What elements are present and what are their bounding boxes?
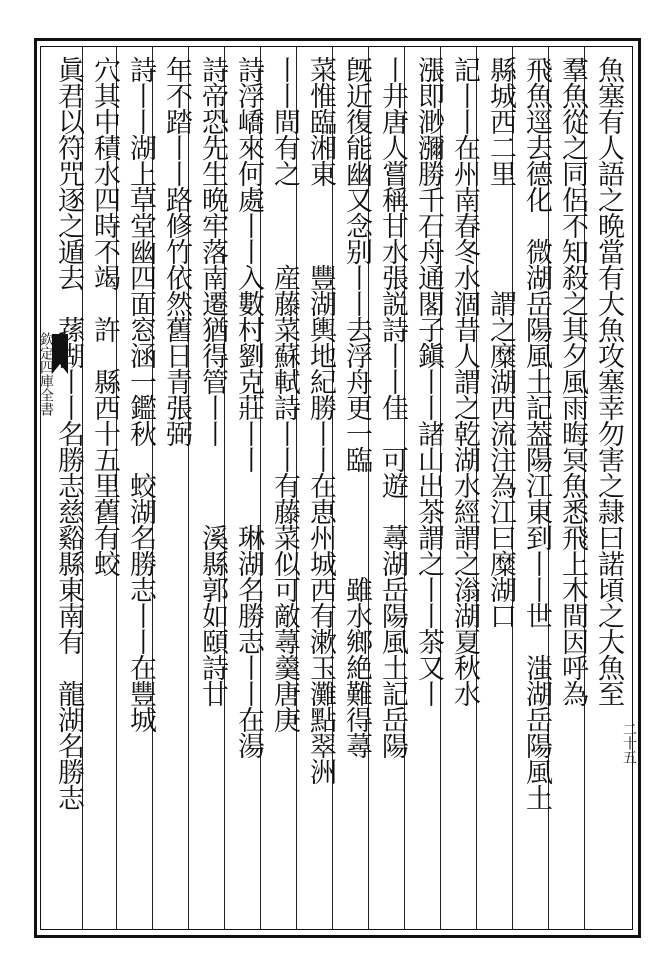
page-number: 二十五: [621, 722, 637, 764]
text-column-10: 丨丨間有之 産藤菜蘇軾詩丨丨有藤菜似可敵蕁羹唐庚: [269, 56, 300, 732]
text-column-1: 魚塞有人語之晩當有大魚攻塞幸勿害之隷曰諾頃之大魚至: [593, 56, 624, 706]
text-column-5: 記丨丨在州南春冬水涸昔人謂之乾湖水經謂之滃湖夏秋水: [449, 56, 480, 706]
text-column-11: 詩浮嶠來何處丨丨入數村劉克莊丨丨 琳湖名勝志丨丨在湯: [233, 56, 264, 758]
text-column-9: 菜惟臨湘東 豐湖輿地紀勝丨丨在恵州城西有漱玉灘點翠洲: [305, 56, 336, 784]
text-column-13: 年不踏丨丨路修竹依然舊日青張弼: [161, 56, 192, 576]
adjacent-page-strip: [0, 0, 34, 970]
text-column-6: 漲即渺瀰勝千石舟通閣子鎭丨丨諸山出茶謂之丨丨茶又丨: [413, 56, 444, 706]
running-title: 欽定四庫全書: [38, 332, 54, 416]
text-column-2: 羣魚從之同侶不知殺之其夕風雨晦冥魚悉飛上木間因呼為: [557, 56, 588, 706]
text-column-15: 穴其中積水四時不竭 許 縣西十五里舊有蛟: [89, 56, 120, 576]
text-column-16: 眞君以符咒逐之遁去 蓀湖丨丨名勝志慈谿縣東南有 龍湖名勝志: [53, 56, 84, 810]
text-column-12: 詩帝恐先生晩牢落南遷猶得管丨丨 溪縣郭如頤詩廿: [197, 56, 228, 706]
text-column-4: 縣城西二里 謂之糜湖西流注為江曰糜湖口: [485, 56, 516, 628]
text-column-8: 旣近復能幽又念别丨丨去浮舟更一臨 雖水鄉絶難得蕁: [341, 56, 372, 758]
text-column-7: 丨井唐人嘗稱甘水張説詩丨丨佳 可遊 蕁湖岳陽風土記岳陽: [377, 56, 408, 758]
text-column-14: 詩丨丨湖上草堂幽四面窓涵一鑑秋 蛟湖名勝志丨丨在豐城: [125, 56, 156, 732]
text-column-3: 飛魚逕去德化 微湖岳陽風土記葢陽江東到丨丨世 滍湖岳陽風土: [521, 56, 552, 810]
